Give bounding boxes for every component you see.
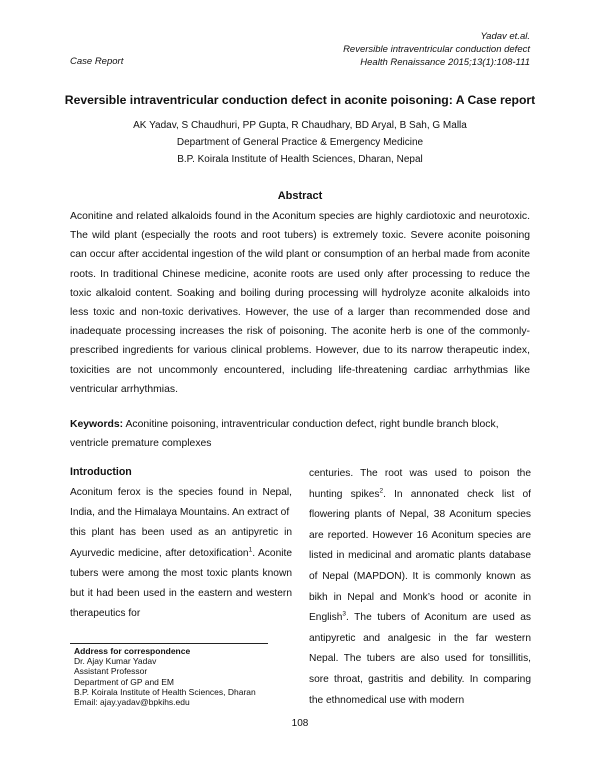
running-header (343, 30, 530, 69)
introduction-right-column (309, 464, 531, 711)
intro-paragraph-1: Aconitum ferox is the species found in Nepal, India, and the Himalaya Mountains. An extract of (70, 487, 292, 519)
article-title: Reversible intraventricular conduction defect in aconite poisoning: A Case report (64, 93, 536, 107)
header-citation: Health Renaissance 2015;13(1):108-111 (360, 57, 530, 68)
intro-right-text-b: . In annonated check list of flowering plants of Nepal, 38 Aconitum species are reported. However 16 Aconitum species are listed in medicinal and aromatic plants database of Nepal (MAPDON). It is commonly known as bikh in Nepal and Monk’s hood or aconite in English (309, 488, 531, 624)
affiliation-institute: B.P. Koirala Institute of Health Sciences, Dharan, Nepal (177, 154, 423, 165)
correspondence-address (74, 646, 256, 707)
correspondence-line: B.P. Koirala Institute of Health Sciences, Dharan (74, 686, 256, 697)
introduction-left-column (70, 483, 292, 624)
intro-right-paragraph (309, 464, 531, 711)
article-type: Case Report (70, 56, 124, 67)
introduction-heading: Introduction (70, 466, 132, 478)
correspondence-heading: Address for correspondence (74, 646, 191, 656)
keywords (70, 415, 530, 453)
footnote-divider (70, 643, 268, 644)
citation-ref-2: 2 (379, 487, 384, 495)
intro-right-text-c: . The tubers of Aconitum are used as antipyretic and analgesic in the far western Nepal. The tubers are also used for tonsillitis, sore throat, gastritis and debility. In comparing the ethnomedical use with modern (309, 612, 531, 706)
correspondence-email: Email: ajay.yadav@bpkihs.edu (74, 697, 190, 708)
keywords-text: Aconitine poisoning, intraventricular conduction defect, right bundle branch block, ventricle premature complexes (70, 419, 499, 449)
page-number: 108 (291, 718, 309, 729)
correspondence-line: Department of GP and EM (74, 676, 175, 687)
keywords-label: Keywords: (70, 419, 124, 430)
abstract-heading: Abstract (277, 190, 323, 202)
header-author: Yadav et.al. (480, 31, 530, 42)
intro-right-text-a: centuries. The root was used to poison the hunting spikes (309, 468, 531, 500)
citation-ref-1: 1 (248, 546, 253, 554)
intro-p2-text-b: . Aconite tubers were among the most toxic plants known but it had been used in the eastern and western therapeutics for (70, 547, 292, 620)
correspondence-line: Dr. Ajay Kumar Yadav (74, 656, 157, 667)
author-list: AK Yadav, S Chaudhuri, PP Gupta, R Chaudhary, BD Aryal, B Sah, G Malla (133, 120, 467, 131)
header-running-title: Reversible intraventricular conduction defect (343, 44, 530, 55)
affiliation-department: Department of General Practice & Emergency Medicine (176, 137, 424, 148)
intro-p2-text-a: this plant has been used as an antipyretic in Ayurvedic medicine, after detoxification (70, 527, 292, 559)
abstract-text: Aconitine and related alkaloids found in the Aconitum species are highly cardiotoxic and neurotoxic. The wild plant (especially the roots and root tubers) is extremely toxic. Severe aconite poisoning can occur after accidental ingestion of the wild plant or consumption of an herbal made from aconite roots. In traditional Chinese medicine, aconite roots are used only after processing to reduce the toxic alkaloid content. Soaking and boiling during processing will hydrolyze aconite alkaloids into less toxic and non-toxic derivatives. However, the use of a larger than recommended dose and inadequate processing increases the risk of poisoning. The aconite herb is one of the commonly-prescribed ingredients for various clinical problems. However, due to its narrow therapeutic index, toxicities are not uncommonly encountered, including life-threatening cardiac arrhythmias like ventricular arrhythmias. (70, 211, 530, 395)
citation-ref-3: 3 (342, 610, 347, 618)
intro-paragraph-2 (70, 523, 292, 624)
correspondence-line: Assistant Professor (74, 666, 148, 677)
